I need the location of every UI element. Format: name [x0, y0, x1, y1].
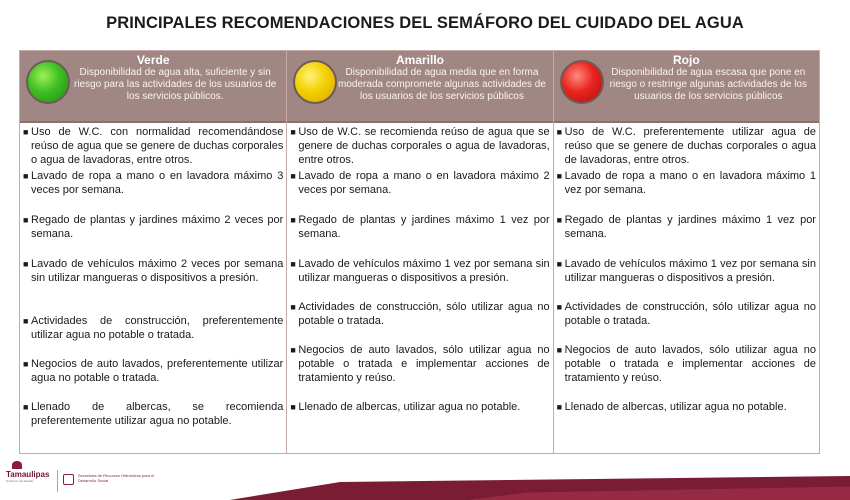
list-item: ■ Negocios de auto lavados, sólo utilizar agua no potable o tratada e implementar acciones de tratamiento y reúso.	[290, 343, 549, 400]
bullet-icon: ■	[556, 171, 563, 181]
list-item: ■ Actividades de construcción, preferentemente utilizar agua no potable o tratada.	[23, 314, 283, 357]
bullet-icon: ■	[23, 215, 29, 225]
column-header-rojo	[554, 51, 819, 123]
list-item: ■ Negocios de auto lavados, sólo utilizar agua no potable o tratada e implementar acciones de tratamiento y reúso.	[557, 343, 816, 400]
column-verde	[20, 51, 286, 453]
list-item: ■ Regado de plantas y jardines máximo 1 vez por semana.	[290, 213, 549, 257]
tamaulipas-logo	[6, 470, 56, 483]
column-name: Verde	[136, 53, 170, 67]
logo-name: Tamaulipas	[6, 470, 50, 479]
bullet-icon: ■	[556, 215, 563, 225]
bullet-icon: ■	[23, 359, 29, 369]
column-amarillo	[286, 51, 552, 453]
list-item: ■ Lavado de vehículos máximo 1 vez por semana sin utilizar mangueras o dispositivos a presión.	[290, 257, 549, 300]
logo-subtitle: Gobierno del Estado	[6, 479, 34, 483]
column-body	[20, 123, 286, 453]
bullet-icon: ■	[556, 302, 563, 312]
bullet-icon: ■	[23, 316, 29, 326]
bullet-icon: ■	[290, 302, 296, 312]
list-item: ■ Llenado de albercas, se recomienda preferentemente utilizar agua no potable.	[23, 400, 283, 430]
column-body	[554, 123, 819, 453]
column-description: Disponibilidad de agua escasa que pone en riesgo o restringe algunas actividades de los usuarios de los servicios públicos	[609, 67, 807, 102]
list-item: ■ Llenado de albercas, utilizar agua no potable.	[557, 400, 816, 430]
secretaria-logo-icon	[63, 474, 74, 485]
list-item: ■ Lavado de ropa a mano o en lavadora máximo 3 veces por semana.	[23, 169, 283, 213]
bullet-icon: ■	[290, 215, 296, 225]
list-item: ■ Actividades de construcción, sólo utilizar agua no potable o tratada.	[290, 300, 549, 343]
bullet-icon: ■	[556, 127, 563, 137]
bullet-icon: ■	[290, 171, 296, 181]
column-header-verde	[20, 51, 286, 123]
bullet-icon: ■	[556, 402, 563, 412]
list-item: ■ Lavado de ropa a mano o en lavadora máximo 1 vez por semana.	[557, 169, 816, 213]
list-item: ■ Uso de W.C. preferentemente utilizar agua de reúso que se genere de duchas corporales o agua de lavadoras, entre otros.	[557, 125, 816, 169]
bullet-icon: ■	[556, 259, 563, 269]
list-item: ■ Lavado de vehículos máximo 2 veces por semana sin utilizar mangueras o dispositivos a presión.	[23, 257, 283, 314]
list-item: ■ Actividades de construcción, sólo utilizar agua no potable o tratada.	[557, 300, 816, 343]
bullet-icon: ■	[290, 259, 296, 269]
column-name: Amarillo	[395, 53, 444, 67]
list-item: ■ Uso de W.C. se recomienda reúso de agua que se genere de duchas corporales o agua de lavadoras, entre otros.	[290, 125, 549, 169]
bullet-icon: ■	[23, 402, 29, 412]
list-item: ■ Regado de plantas y jardines máximo 1 vez por semana.	[557, 213, 816, 257]
list-item: ■ Uso de W.C. con normalidad recomendándose reúso de agua que se genere de duchas corporales o agua de lavadoras, entre otros.	[23, 125, 283, 169]
column-description: Disponibilidad de agua alta, suficiente y sin riesgo para las actividades de los usuarios de los servicios públicos.	[73, 67, 277, 102]
bullet-icon: ■	[290, 402, 296, 412]
list-item: ■ Regado de plantas y jardines máximo 2 veces por semana.	[23, 213, 283, 257]
column-header-amarillo	[287, 51, 552, 123]
list-item: ■ Llenado de albercas, utilizar agua no potable.	[290, 400, 549, 430]
recommendations-table	[19, 50, 820, 454]
bullet-icon: ■	[23, 127, 29, 137]
bullet-icon: ■	[23, 259, 29, 269]
footer-divider	[57, 470, 58, 492]
bullet-icon: ■	[23, 171, 29, 181]
column-description: Disponibilidad de agua media que en forma moderada compromete algunas actividades de los usuarios de los servicios públicos	[338, 67, 546, 102]
column-name: Rojo	[672, 53, 700, 67]
column-rojo	[553, 51, 819, 453]
tamaulipas-logo-icon	[12, 461, 22, 469]
bullet-icon: ■	[556, 345, 563, 355]
bullet-icon: ■	[290, 345, 296, 355]
secretaria-name: Secretaría de Recursos Hidráulicos para el Desarrollo Social	[78, 473, 155, 483]
list-item: ■ Negocios de auto lavados, preferentemente utilizar agua no potable o tratada.	[23, 357, 283, 400]
list-item: ■ Lavado de vehículos máximo 1 vez por semana sin utilizar mangueras o dispositivos a presión.	[557, 257, 816, 300]
bullet-icon: ■	[290, 127, 296, 137]
list-item: ■ Lavado de ropa a mano o en lavadora máximo 2 veces por semana.	[290, 169, 549, 213]
column-body	[287, 123, 552, 453]
page-title: PRINCIPALES RECOMENDACIONES DEL SEMÁFORO DEL CUIDADO DEL AGUA	[106, 14, 744, 32]
